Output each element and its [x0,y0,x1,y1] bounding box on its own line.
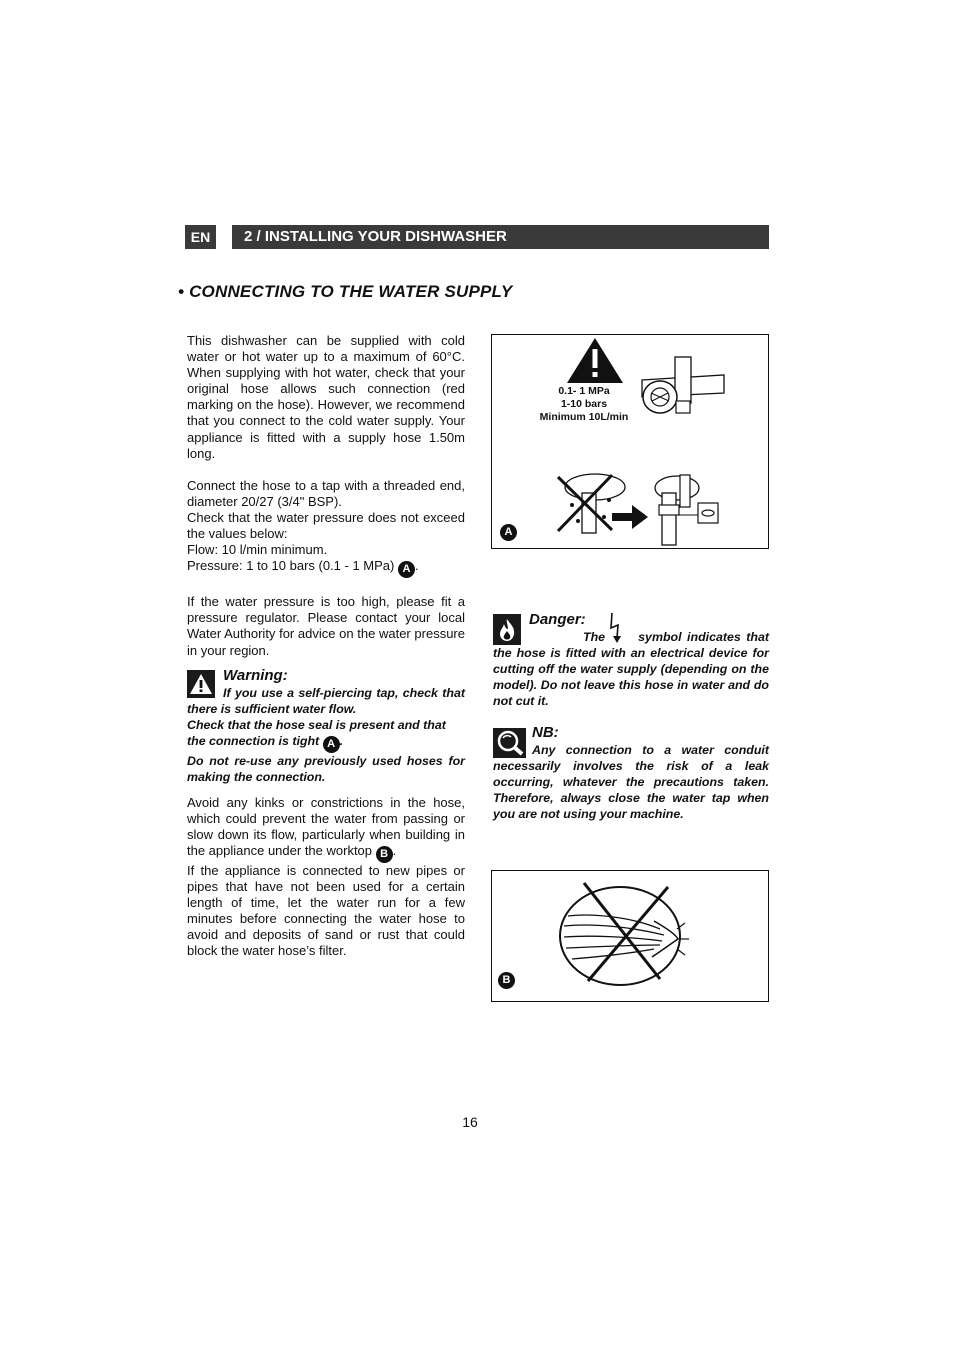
warning-note [187,668,465,796]
figure-a-ref-icon: A [323,736,340,753]
warning-line-3: Do not re-use any previously used hoses for making the connection. [187,753,465,784]
intro-paragraph: This dishwasher can be supplied with cold water or hot water up to a maximum of 60°C. When supplying with hot water, check that your original hose allows such connection (red marking on the hose). However, we recommend that you connect to the cold water supply. Your appliance is fitted with a supply hose 1.50m long. [187,333,465,461]
danger-note [493,612,769,712]
figure-a-ref-icon: A [398,561,415,578]
figure-b [491,870,769,1002]
section-title-bar: 2 / INSTALLING YOUR DISHWASHER [232,225,769,249]
kinks-paragraph-row: Avoid any kinks or constrictions in the hose, which could prevent the water from passing or slow down its flow, particularly when building in the appliance under the worktop B . [187,795,465,863]
figure-b-ref-icon: B [376,846,393,863]
figure-a [491,334,769,549]
figure-a-label-icon: A [500,524,517,541]
nb-note [493,725,769,825]
nb-text: Any connection to a water conduit necessarily involves the risk of a leak occurring, whatever the precautions taken. Therefore, always close the water tap when you are not using your machine. [493,743,769,822]
flow-value: Flow: 10 l/min minimum. [187,542,328,558]
danger-text-row [493,629,769,709]
nb-title: NB: [532,724,559,741]
page-heading: • CONNECTING TO THE WATER SUPPLY [178,282,513,301]
danger-text: symbol indicates that the hose is fitted with an electrical device for cutting off the water supply (depending on the model). Do not leave this hose in water and do not cut it. [493,630,769,709]
pressure-value-line: Pressure: 1 to 10 bars (0.1 - 1 MPa) A . [187,558,465,578]
regulator-paragraph: If the water pressure is too high, please fit a pressure regulator. Please contact your local Water Authority for advice on the water pressure in your region. [187,594,465,658]
danger-pre: The [583,630,606,644]
spec-flow: Minimum 10L/min [539,411,629,423]
figure-b-label-icon: B [498,972,515,989]
connect-paragraph: Connect the hose to a tap with a threaded end, diameter 20/27 (3/4" BSP). [187,477,465,509]
warning-line-2-row: Check that the hose seal is present and that the connection is tight A . [187,717,465,753]
pressure-value: Pressure: 1 to 10 bars (0.1 - 1 MPa) [187,558,395,574]
spec-pressure-bars: 1-10 bars [560,398,608,410]
warning-title: Warning: [223,666,288,684]
page-number: 16 [462,1114,478,1130]
kinked-hose-diagram [492,871,767,1000]
language-tag: EN [185,225,216,249]
new-pipes-paragraph: If the appliance is connected to new pipes or pipes that have not been used for a certain length of time, let the water run for a few minutes before connecting the water hose to avoid and deposits of sand or rust that could block the water hose’s filter. [187,862,465,959]
warning-line-1: If you use a self-piercing tap, check that there is sufficient water flow. [187,685,465,716]
warning-line-2: Check that the hose seal is present and that the connection is tight [187,717,446,748]
left-column [187,333,465,959]
tap-diagram-a [492,335,767,547]
pressure-check-paragraph: Check that the water pressure does not exceed the values below: [187,509,465,542]
spec-pressure-mpa: 0.1- 1 MPa [558,385,610,397]
kinks-paragraph: Avoid any kinks or constrictions in the hose, which could prevent the water from passing or slow down its flow, particularly when building in the appliance under the worktop [187,794,465,858]
danger-title: Danger: [529,611,586,628]
